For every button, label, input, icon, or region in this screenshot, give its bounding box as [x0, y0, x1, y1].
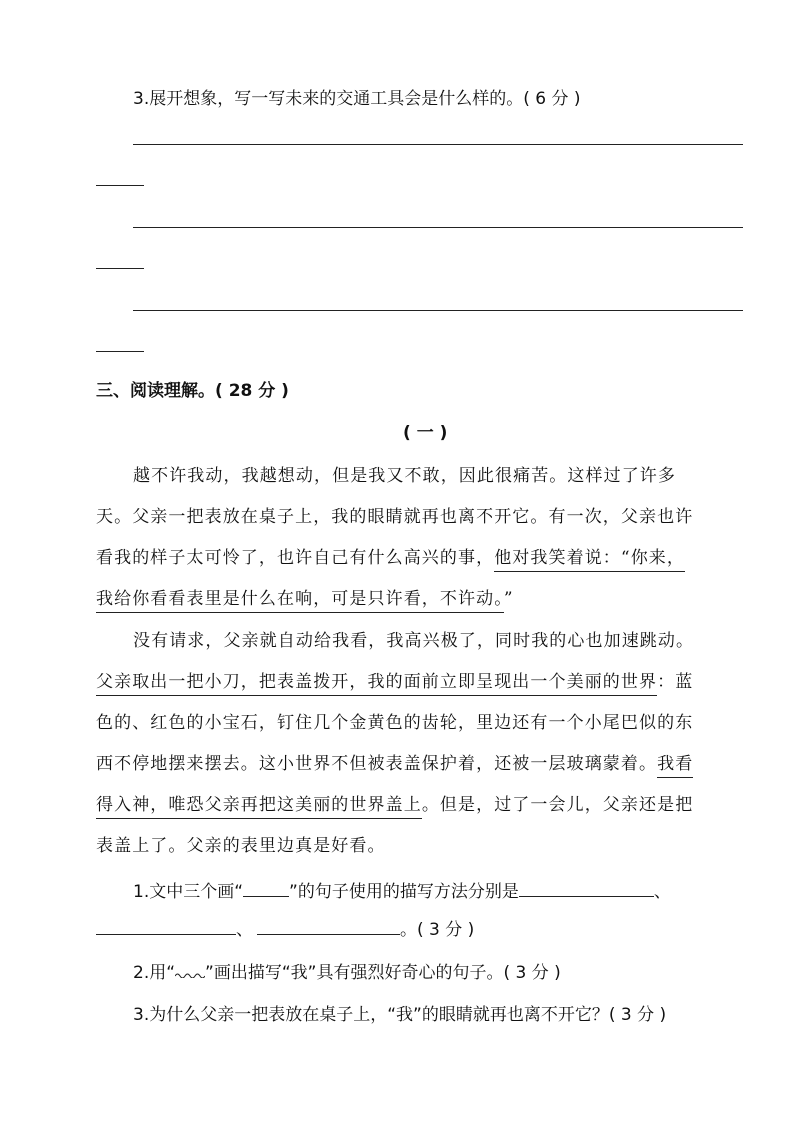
- answer-line-continuation: [96, 268, 144, 269]
- passage-line: 表盖上了。父亲的表里边真是好看。: [96, 836, 386, 856]
- answer-line-continuation: [96, 185, 144, 186]
- wavy-line-icon: [175, 972, 205, 978]
- passage-line: [96, 584, 514, 609]
- answer-line: [133, 144, 743, 145]
- answer-blank[interactable]: [257, 933, 400, 935]
- answer-line: [133, 227, 743, 228]
- passage-text: 看我的样子太可怜了，也许自己有什么高兴的事，: [96, 548, 495, 568]
- underlined-sentence: 父亲取出一把小刀，把表盖拨开，我的面前立即呈现出一个美丽的世界: [96, 672, 657, 696]
- passage-part-title: ( 一 ): [403, 423, 448, 443]
- passage-line: 天。父亲一把表放在桌子上，我的眼睛就再也离不开它。有一次，父亲也许: [96, 507, 694, 527]
- answer-blank[interactable]: [96, 933, 236, 935]
- passage-line: [96, 667, 693, 692]
- reading-question-3: 3.为什么父亲一把表放在桌子上，“我”的眼睛就再也离不开它？( 3 分 ): [133, 1005, 667, 1025]
- passage-text: ”: [503, 589, 514, 609]
- underlined-sentence: 我给你看看表里是什么在响，可是只许看，不许动。: [96, 589, 504, 613]
- reading-question-2: [133, 958, 561, 983]
- reading-question-1-continued: [96, 915, 474, 940]
- question-text: 2.用“: [133, 963, 176, 983]
- underline-sample: [243, 895, 289, 897]
- question-3-future-vehicles: 3.展开想象，写一写未来的交通工具会是什么样的。( 6 分 ): [133, 89, 581, 109]
- question-text: 。( 3 分 ): [400, 920, 475, 940]
- question-text: ”的句子使用的描写方法分别是: [289, 882, 519, 902]
- passage-text: 西不停地摆来摆去。这小世界不但被表盖保护着，还被一层玻璃蒙着。: [96, 754, 658, 774]
- answer-blank[interactable]: [519, 895, 654, 897]
- question-text: 1.文中三个画“: [133, 882, 244, 902]
- question-text: 、: [236, 920, 253, 940]
- underlined-sentence: 我看: [657, 754, 693, 778]
- answer-line-continuation: [96, 351, 144, 352]
- underlined-sentence: 得入神，唯恐父亲再把这美丽的世界盖上: [96, 795, 422, 819]
- section-heading-reading: 三、阅读理解。( 28 分 ): [96, 381, 289, 401]
- passage-line: 色的、红色的小宝石，钉住几个金黄色的齿轮，里边还有一个小尾巴似的东: [96, 713, 694, 733]
- question-text: 、: [653, 882, 671, 902]
- passage-line: [96, 749, 693, 774]
- question-text: ”画出描写“我”具有强烈好奇心的句子。( 3 分 ): [205, 963, 561, 983]
- passage-line: [96, 790, 693, 815]
- underlined-sentence: 他对我笑着说：“你来，: [494, 548, 685, 572]
- passage-line: [96, 543, 685, 568]
- passage-line: 越不许我动，我越想动，但是我又不敢，因此很痛苦。这样过了许多: [133, 466, 676, 486]
- passage-text: 。但是，过了一会儿，父亲还是把: [421, 795, 694, 815]
- passage-text: ：蓝: [657, 672, 694, 692]
- passage-line: 没有请求，父亲就自动给我看，我高兴极了，同时我的心也加速跳动。: [133, 631, 695, 651]
- reading-question-1: [133, 877, 671, 902]
- answer-line: [133, 310, 743, 311]
